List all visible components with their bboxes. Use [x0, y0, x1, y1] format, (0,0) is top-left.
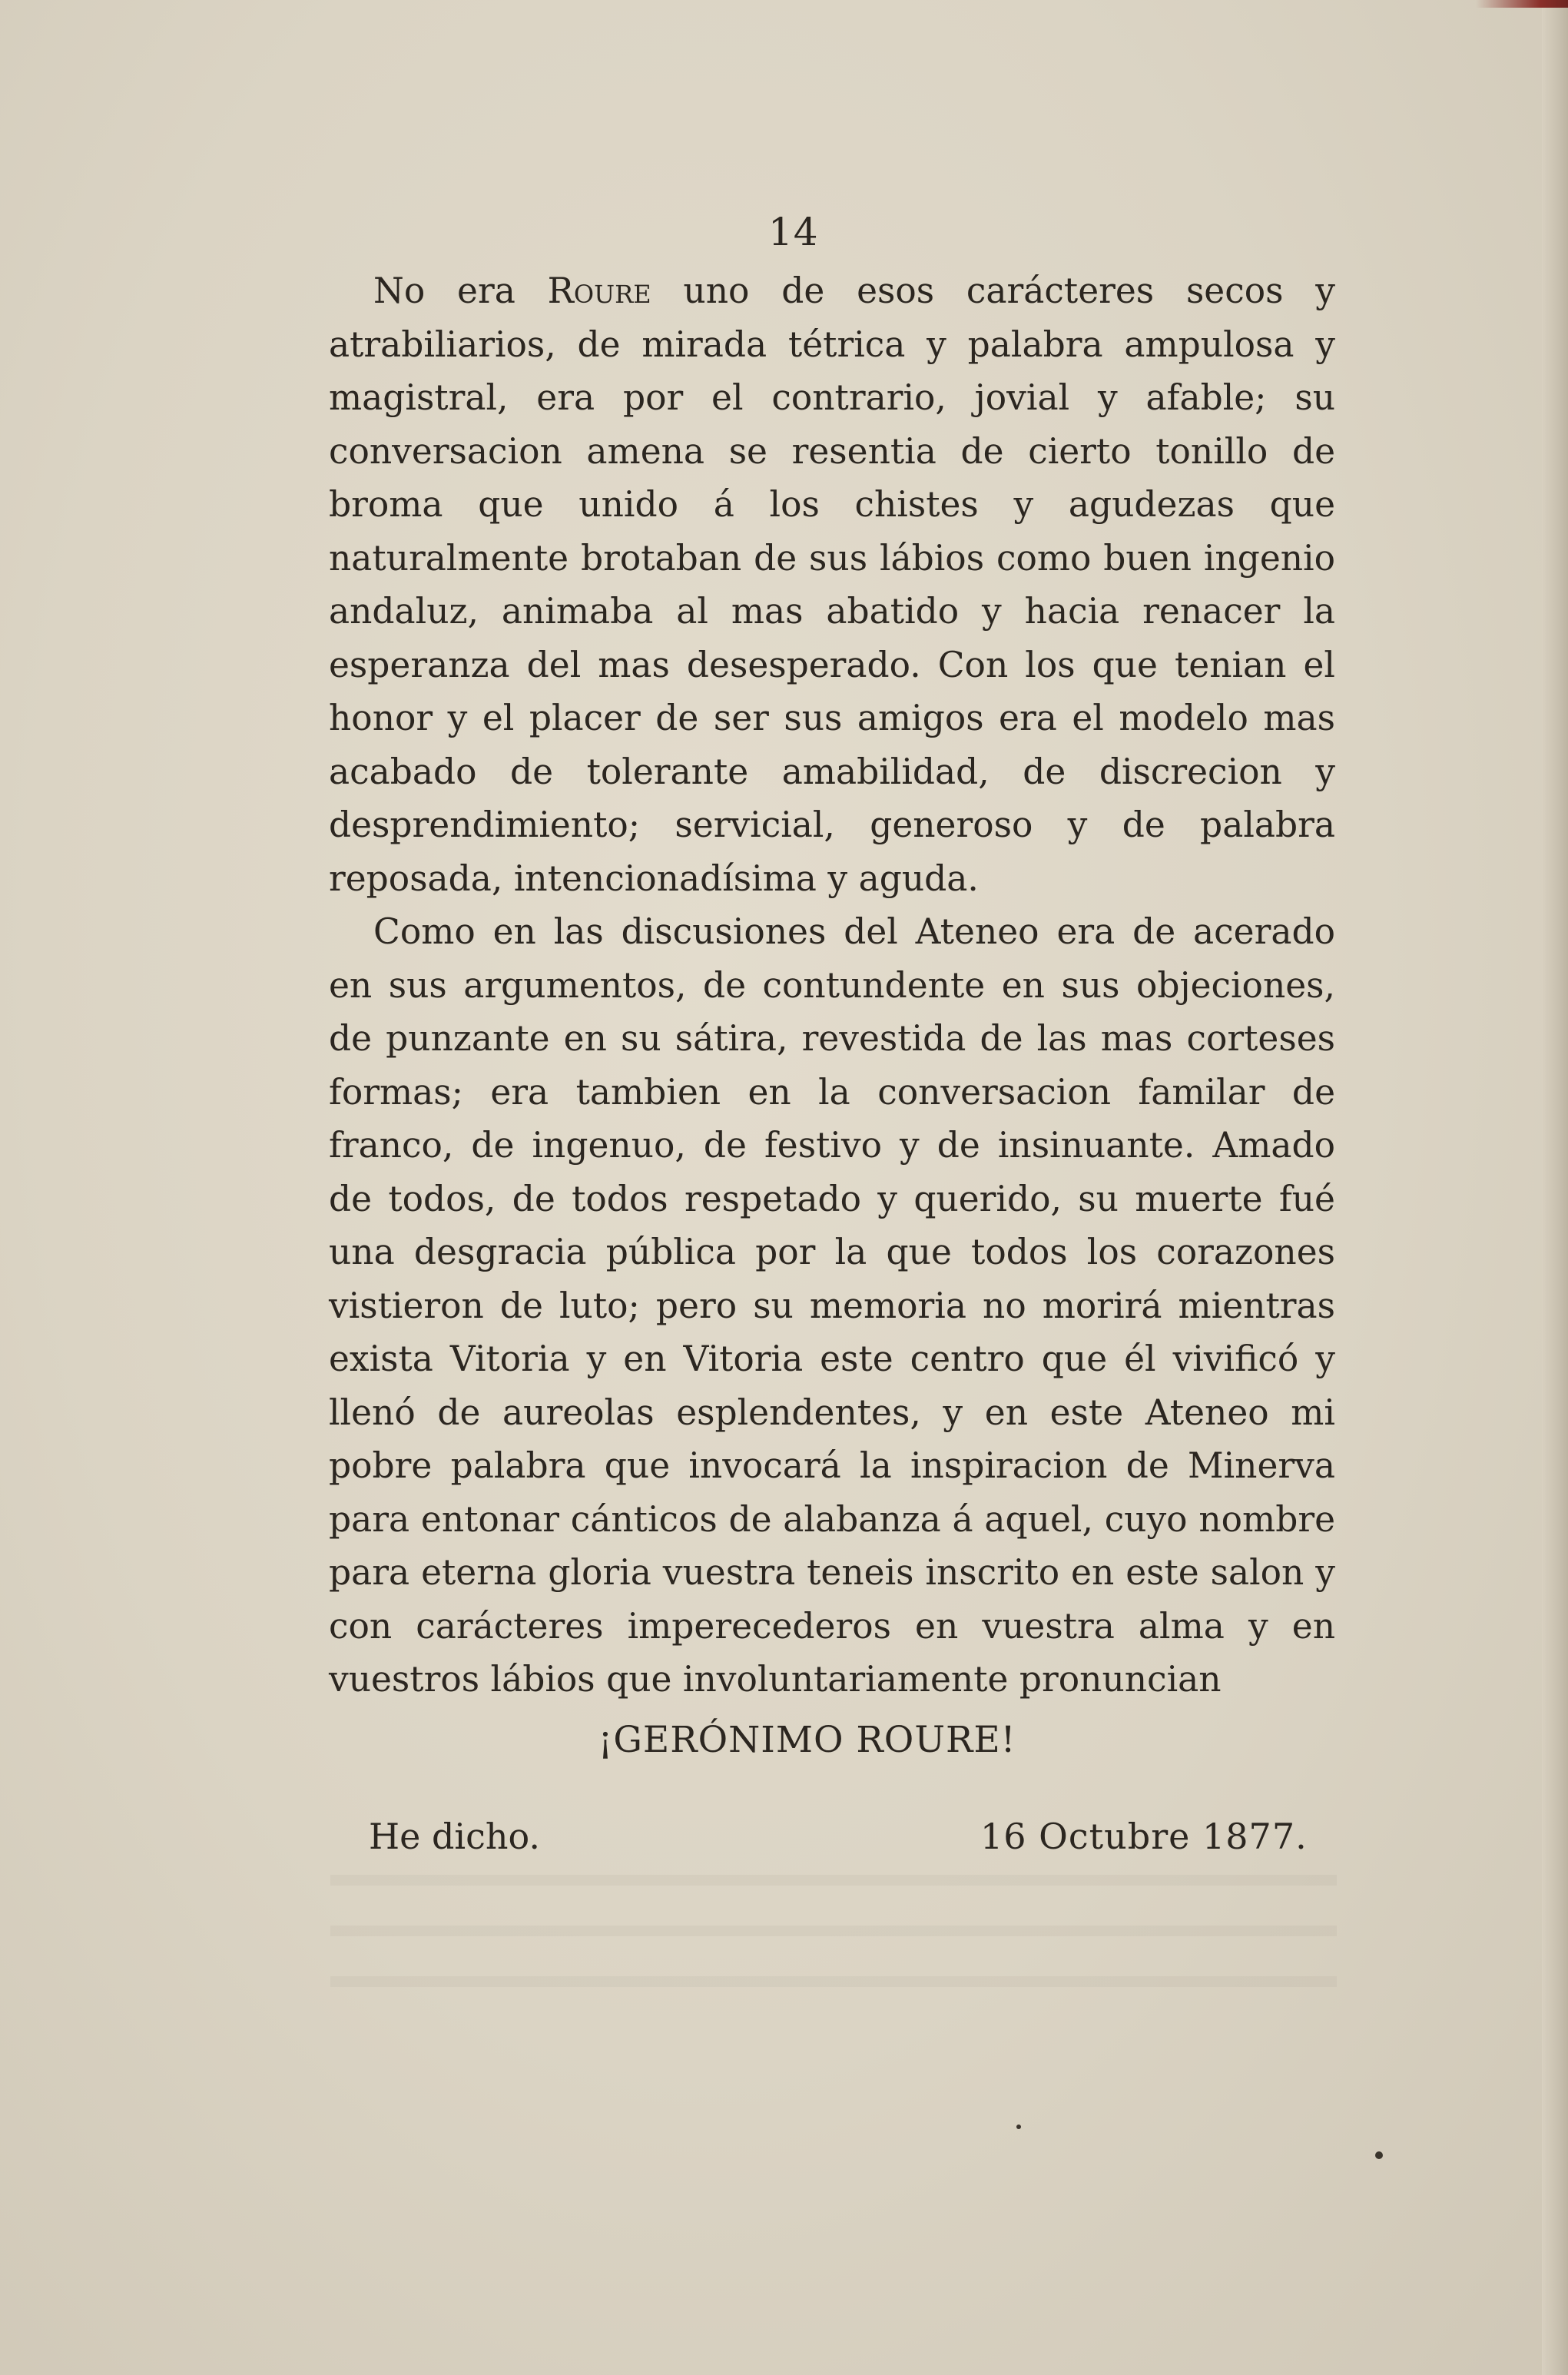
paragraph-1-lead: No era — [373, 270, 548, 311]
paragraph-1-body: uno de esos carácteres secos y atrabiliarios, de mirada tétrica y palabra ampulosa y magistral, era por el contrario, jovial y afable; su conversacion amena se resentia de cierto tonillo de broma que unido á los chistes y agudezas que naturalmente brotaban de sus lábios como buen ingenio andaluz, animaba al mas abatido y hacia renacer la esperanza del mas desesperado. Con los que tenian el honor y el placer de ser sus amigos era el modelo mas acabado de tolerante amabilidad, de discrecion y desprendimiento; servicial, generoso y de palabra reposada, intencionadísima y aguda. — [329, 270, 1335, 899]
ink-speck — [1375, 2151, 1383, 2159]
body-text — [329, 264, 1335, 1707]
page-edge — [1542, 0, 1568, 2375]
closing-date: 16 Octubre 1877. — [980, 1816, 1308, 1857]
red-corner-mark — [1476, 0, 1568, 8]
exclamation-heading: ¡GERÓNIMO ROURE! — [598, 1719, 1016, 1761]
ink-speck — [1016, 2125, 1021, 2129]
paragraph-1 — [329, 264, 1335, 905]
surname-roure: Roure — [547, 270, 651, 311]
bleed-through-text — [330, 1875, 1337, 1998]
paragraph-2: Como en las discusiones del Ateneo era de acerado en sus argumentos, de contundente en sus objeciones, de punzante en su sátira, revestida de las mas corteses formas; era tambien en la conversacion familar de franco, de ingenuo, de festivo y de insinuante. Amado de todos, de todos respetado y querido, su muerte fué una desgracia pública por la que todos los corazones vistieron de luto; pero su memoria no morirá mientras exista Vitoria y en Vitoria este centro que él vivificó y llenó de aureolas esplendentes, y en este Ateneo mi pobre palabra que invocará la inspiracion de Minerva para entonar cánticos de alabanza á aquel, cuyo nombre para eterna gloria vuestra teneis inscrito en este salon y con carácteres imperecederos en vuestra alma y en vuestros lábios que involuntariamente pronuncian — [329, 911, 1335, 1700]
page-number: 14 — [768, 210, 819, 254]
closing-remark: He dicho. — [369, 1816, 541, 1857]
